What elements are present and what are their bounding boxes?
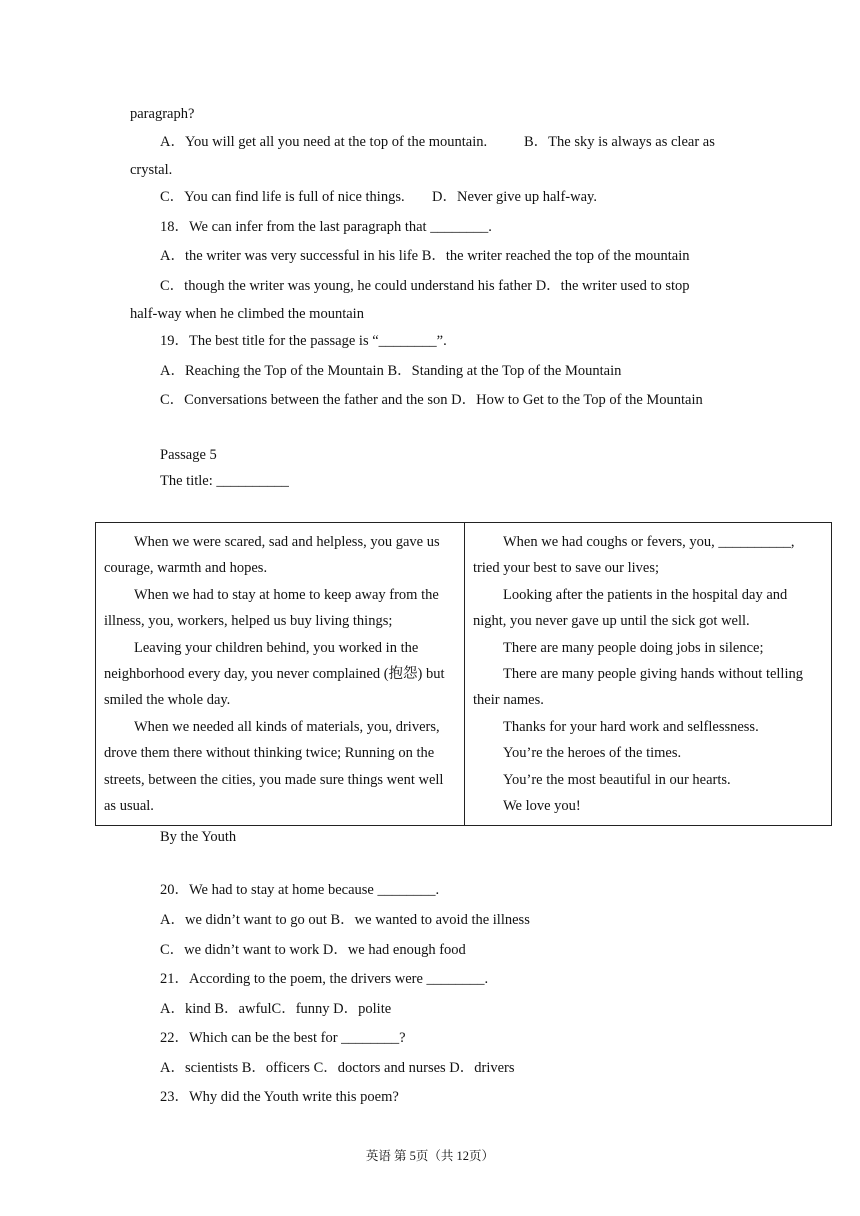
q21-options: A．kind B．awfulC．funny D．polite (160, 1001, 392, 1017)
poem-signature: By the Youth (160, 829, 237, 845)
poem-stanza: When we needed all kinds of materials, you, drivers, drove them there without thinking twice; Running on the streets, between the cities, you made sure things went well as usual. (104, 718, 444, 815)
q19-options-cd: C．Conversations between the father and the son D．How to Get to the Top of the Mountain (160, 392, 703, 408)
poem-stanza: Looking after the patients in the hospital day and night, you never gave up until the sick got well. (473, 586, 788, 630)
q19-stem: 19．The best title for the passage is “________”. (160, 333, 447, 349)
poem-table (95, 522, 832, 826)
q18-stem: 18．We can infer from the last paragraph that ________. (160, 219, 492, 235)
page-footer: 英语 第 5页（共 12页） (365, 1149, 495, 1163)
q17-option-a: A．You will get all you need at the top of the mountain. (160, 134, 488, 150)
poem-left-column (96, 523, 465, 826)
poem-stanza: You’re the most beautiful in our hearts. (503, 771, 731, 788)
poem-stanza: Thanks for your hard work and selflessness. (503, 718, 759, 735)
q20-options-ab: A．we didn’t want to go out B．we wanted to avoid the illness (160, 912, 530, 928)
poem-stanza: There are many people giving hands without telling their names. (473, 666, 803, 709)
poem-stanza: You’re the heroes of the times. (503, 745, 682, 762)
q21-stem: 21．According to the poem, the drivers were ________. (160, 971, 489, 987)
q17-option-b-continuation: crystal. (130, 162, 173, 178)
q22-stem: 22．Which can be the best for ________? (160, 1030, 406, 1046)
q19-options-ab: A．Reaching the Top of the Mountain B．Standing at the Top of the Mountain (160, 363, 622, 379)
poem-stanza: When we had to stay at home to keep away from the illness, you, workers, helped us buy living things; (104, 586, 439, 630)
q20-options-cd: C．we didn’t want to work D．we had enough food (160, 942, 466, 958)
poem-stanza: When we were scared, sad and helpless, you gave us courage, warmth and hopes. (104, 534, 440, 577)
q20-stem: 20．We had to stay at home because ________. (160, 882, 440, 898)
q17-option-b: B．The sky is always as clear as (524, 134, 715, 150)
q17-option-c: C．You can find life is full of nice things. (160, 189, 405, 205)
q23-stem: 23．Why did the Youth write this poem? (160, 1089, 399, 1105)
q18-options-cd: C．though the writer was young, he could understand his father D．the writer used to stop (160, 278, 690, 294)
poem-stanza: When we had coughs or fevers, you, __________, tried your best to save our lives; (473, 534, 795, 577)
poem-stanza: We love you! (503, 798, 581, 815)
passage-heading: Passage 5 (160, 447, 217, 463)
q18-options-cd-continuation: half-way when he climbed the mountain (130, 306, 364, 322)
poem-stanza: There are many people doing jobs in silence; (503, 639, 764, 656)
q22-options: A．scientists B．officers C．doctors and nurses D．drivers (160, 1060, 515, 1076)
poem-stanza: Leaving your children behind, you worked in the neighborhood every day, you never complained (抱怨) but smiled the whole day. (104, 639, 445, 709)
passage-title-blank: The title: __________ (160, 473, 289, 489)
q18-options-ab: A．the writer was very successful in his life B．the writer reached the top of the mountain (160, 248, 690, 264)
q17-option-d: D．Never give up half-way. (432, 189, 597, 205)
q17-stem-continuation: paragraph? (130, 106, 195, 122)
poem-right-column (465, 523, 832, 826)
